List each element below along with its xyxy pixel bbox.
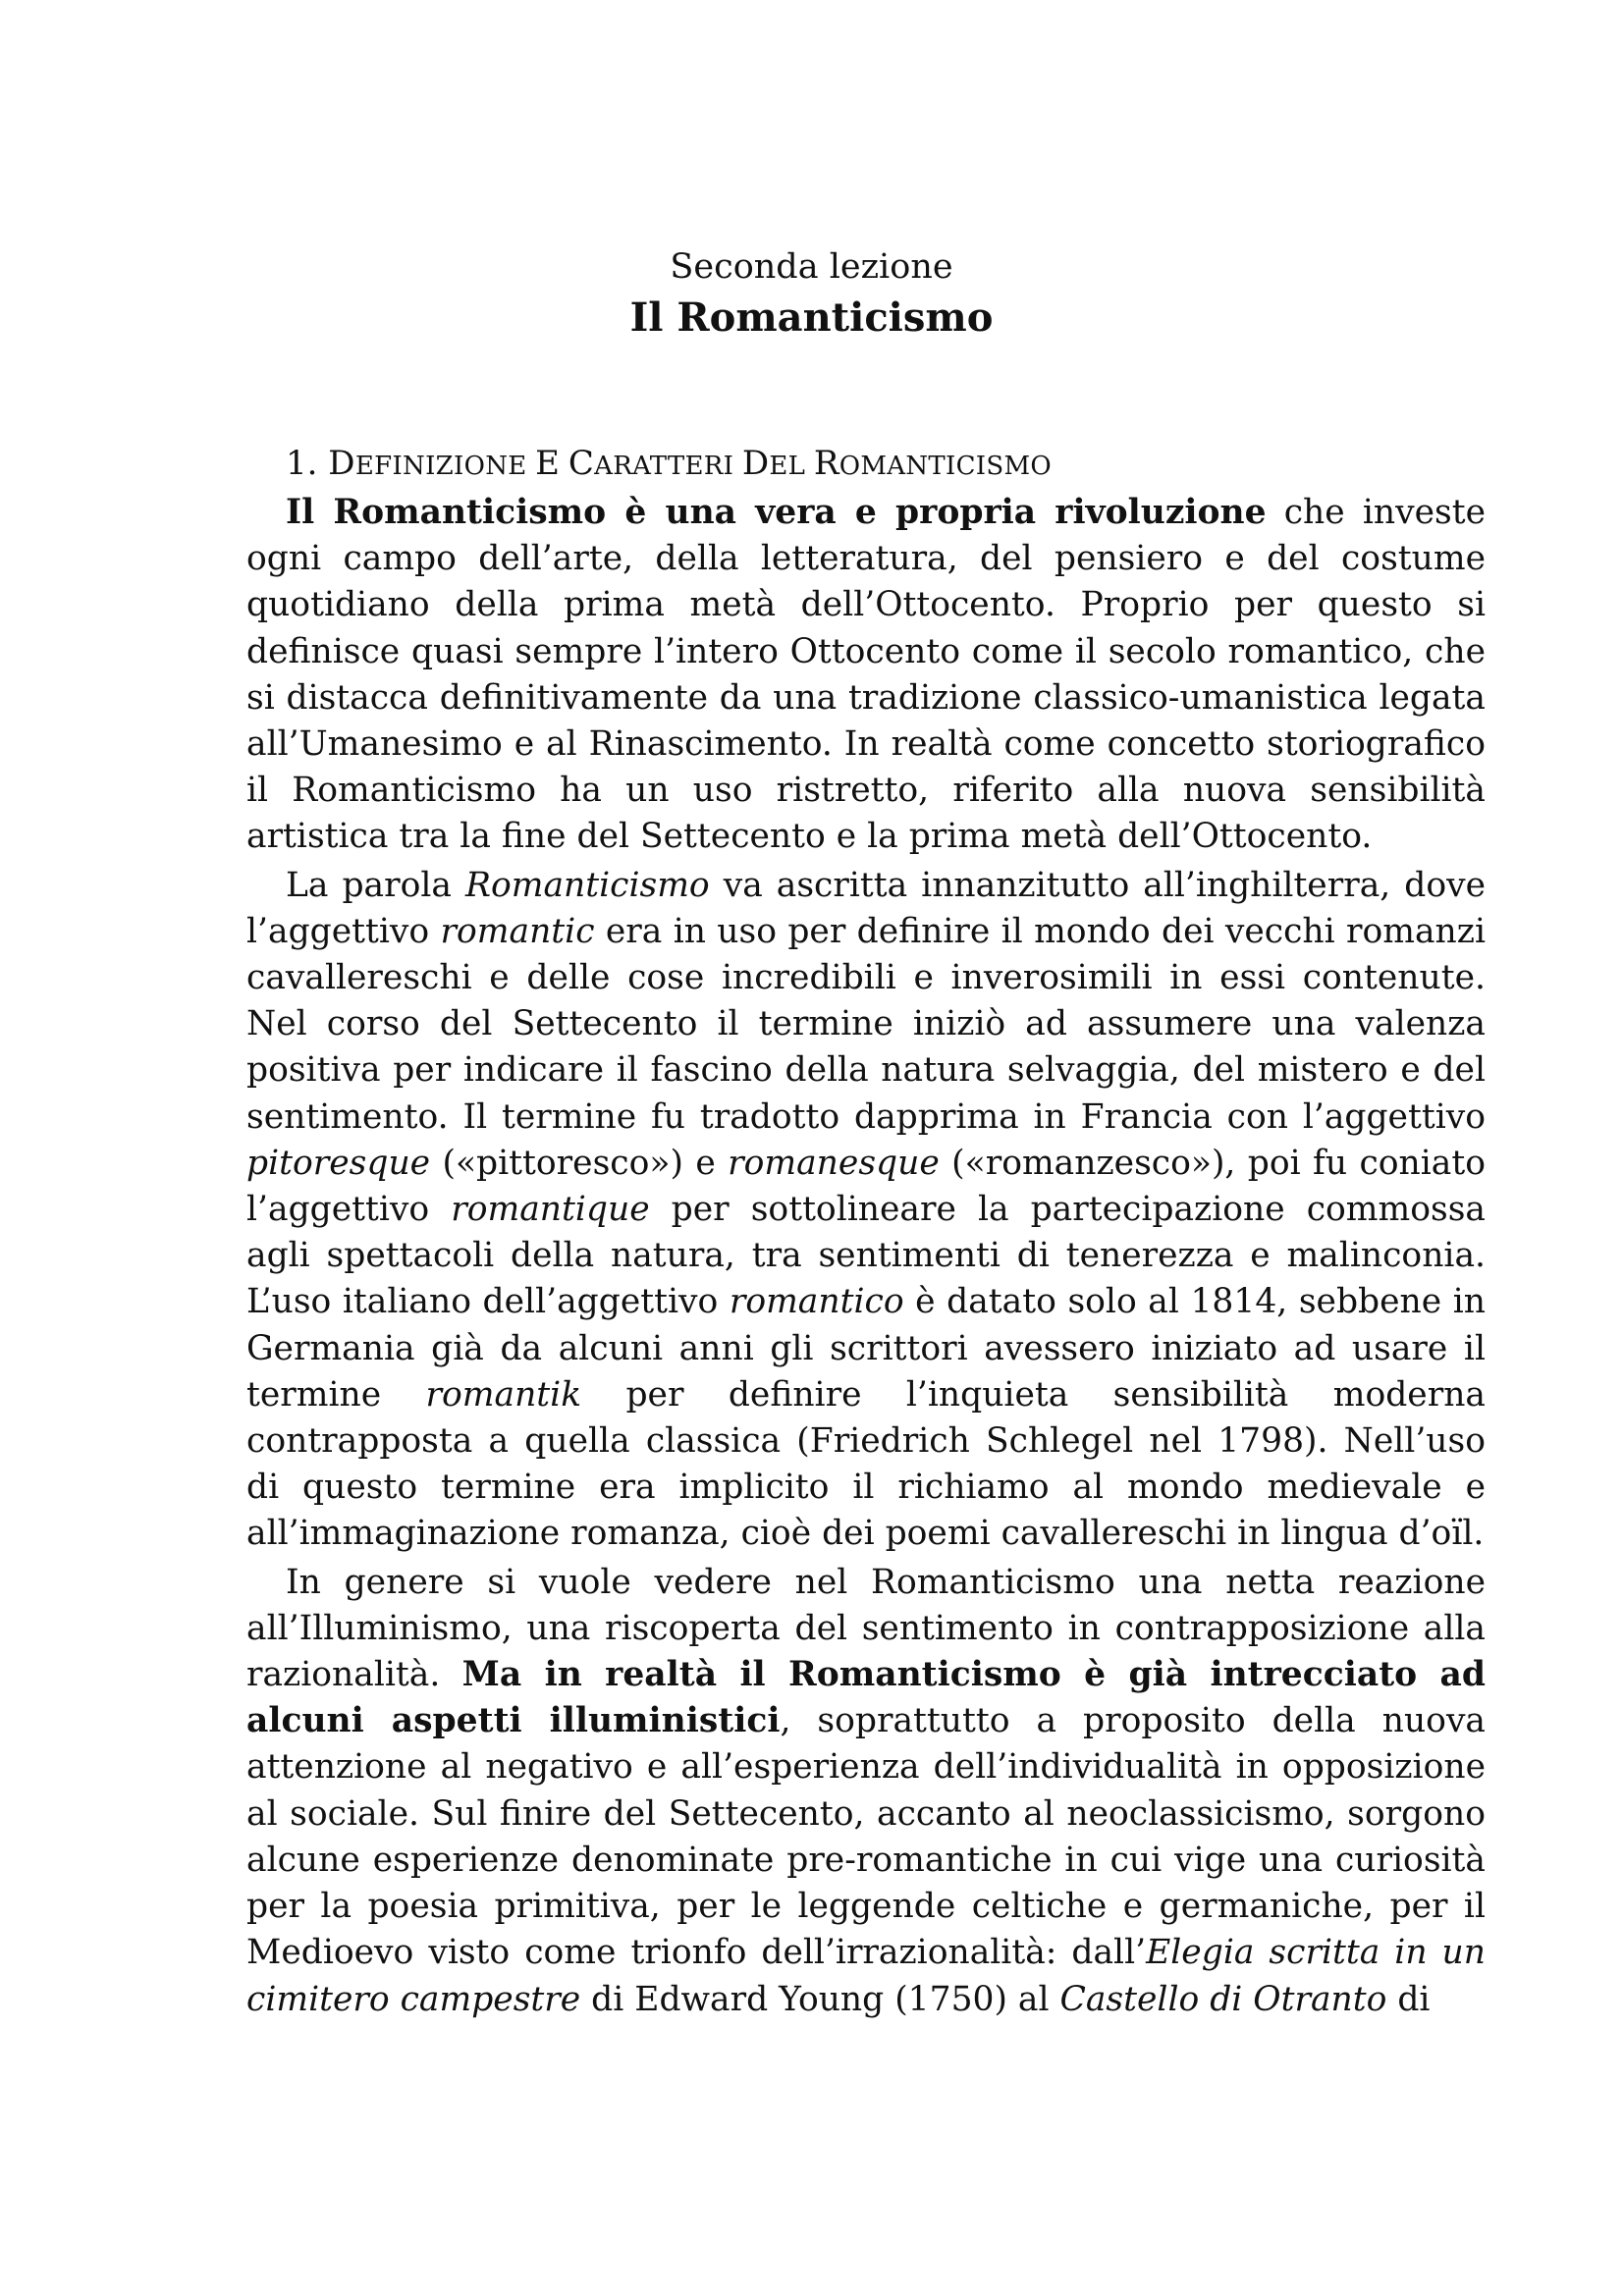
- paragraph-text: La parola: [286, 865, 465, 905]
- lecture-title: Il Romanticismo: [629, 294, 994, 341]
- paragraph-text: va ascritta innanzitutto all’inghilterra, dove l’aggettivo: [246, 865, 1487, 951]
- paragraph-text: («romanzesco»), poi fu coniato l’aggettivo: [246, 1143, 1486, 1230]
- paragraph-text: che investe ogni campo dell’arte, della letteratura, del pensiero e del costume quotidiano della prima metà dell’Ottocento. Proprio per questo si definisce quasi sempre l’intero Ottocento come il secolo romantico, che si distacca definitivamente da una tradizione classico-umanistica legata all’Umanesimo e al Rinascimento. In realtà come concetto storiografico il Romanticismo ha un uso ristretto, riferito alla nuova sensibilità artistica tra la fine del Settecento e la prima metà dell’Ottocento.: [246, 493, 1486, 857]
- body-text: [246, 440, 1486, 2023]
- italic-term: romantic: [440, 911, 595, 951]
- section-heading: [246, 440, 1486, 490]
- paragraph-text: per sottolineare la partecipazione commossa agli spettacoli della natura, tra sentimenti di tenerezza e malinconia. L’uso italiano dell’aggettivo: [246, 1190, 1486, 1322]
- italic-term: pitoresque: [246, 1143, 431, 1183]
- paragraph-text: per definire l’inquieta sensibilità moderna contrapposta a quella classica (Friedrich Schlegel nel 1798). Nell’uso di questo termine era implicito il richiamo al mondo medievale e all’immaginazione romanza, cioè dei poemi cavallereschi in lingua d’oïl.: [246, 1374, 1486, 1554]
- paragraph-2: [246, 863, 1486, 1558]
- italic-title: Castello di Otranto: [1059, 1979, 1387, 2019]
- paragraph-text: di Edward Young (1750) al: [580, 1979, 1060, 2019]
- lecture-label: Seconda lezione: [670, 247, 953, 287]
- italic-title: Elegia scritta in un cimitero campestre: [246, 1933, 1486, 2019]
- paragraph-text: è datato solo al 1814, sebbene in Germania già da alcuni anni gli scrittori avessero iniziato ad usare il termine: [246, 1282, 1486, 1415]
- italic-term: romantique: [451, 1190, 650, 1230]
- section-number: 1.: [286, 444, 318, 483]
- italic-term: romantik: [425, 1374, 582, 1415]
- paragraph-text: era in uso per definire il mondo dei vecchi romanzi cavallereschi e delle cose incredibili e inverosimili in essi contenute. Nel corso del Settecento il termine iniziò ad assumere una valenza positiva per indicare il fascino della natura selvaggia, del mistero e del sentimento. Il termine fu tradotto dapprima in Francia con l’aggettivo: [246, 911, 1486, 1137]
- italic-term: Romanticismo: [465, 865, 710, 905]
- paragraph-text: In genere si vuole vedere nel Romanticismo una netta reazione all’Illuminismo, una riscoperta del sentimento in contrapposizione alla razionalità.: [246, 1562, 1486, 1695]
- paragraph-3: [246, 1560, 1486, 2023]
- italic-term: romanesque: [728, 1143, 940, 1183]
- emphasis-text: Il Romanticismo è una vera e propria rivoluzione: [286, 493, 1267, 532]
- paragraph-1: [246, 490, 1486, 861]
- paragraph-text: («pittoresco») e: [430, 1143, 729, 1183]
- italic-term: romantico: [729, 1282, 904, 1322]
- paragraph-text: , soprattutto a proposito della nuova attenzione al negativo e all’esperienza dell’individualità in opposizione al sociale. Sul finire del Settecento, accanto al neoclassicismo, sorgono alcune esperienze denominate pre-romantiche in cui vige una curiosità per la poesia primitiva, per le leggende celtiche e germaniche, per il Medioevo visto come trionfo dell’irrazionalità: dall’: [246, 1701, 1487, 1973]
- paragraph-text: di: [1386, 1979, 1431, 2019]
- emphasis-text: Ma in realtà il Romanticismo è già intrecciato ad alcuni aspetti illuministici: [246, 1655, 1487, 1741]
- section-title: DEFINIZIONE E CARATTERI DEL ROMANTICISMO: [328, 444, 1053, 483]
